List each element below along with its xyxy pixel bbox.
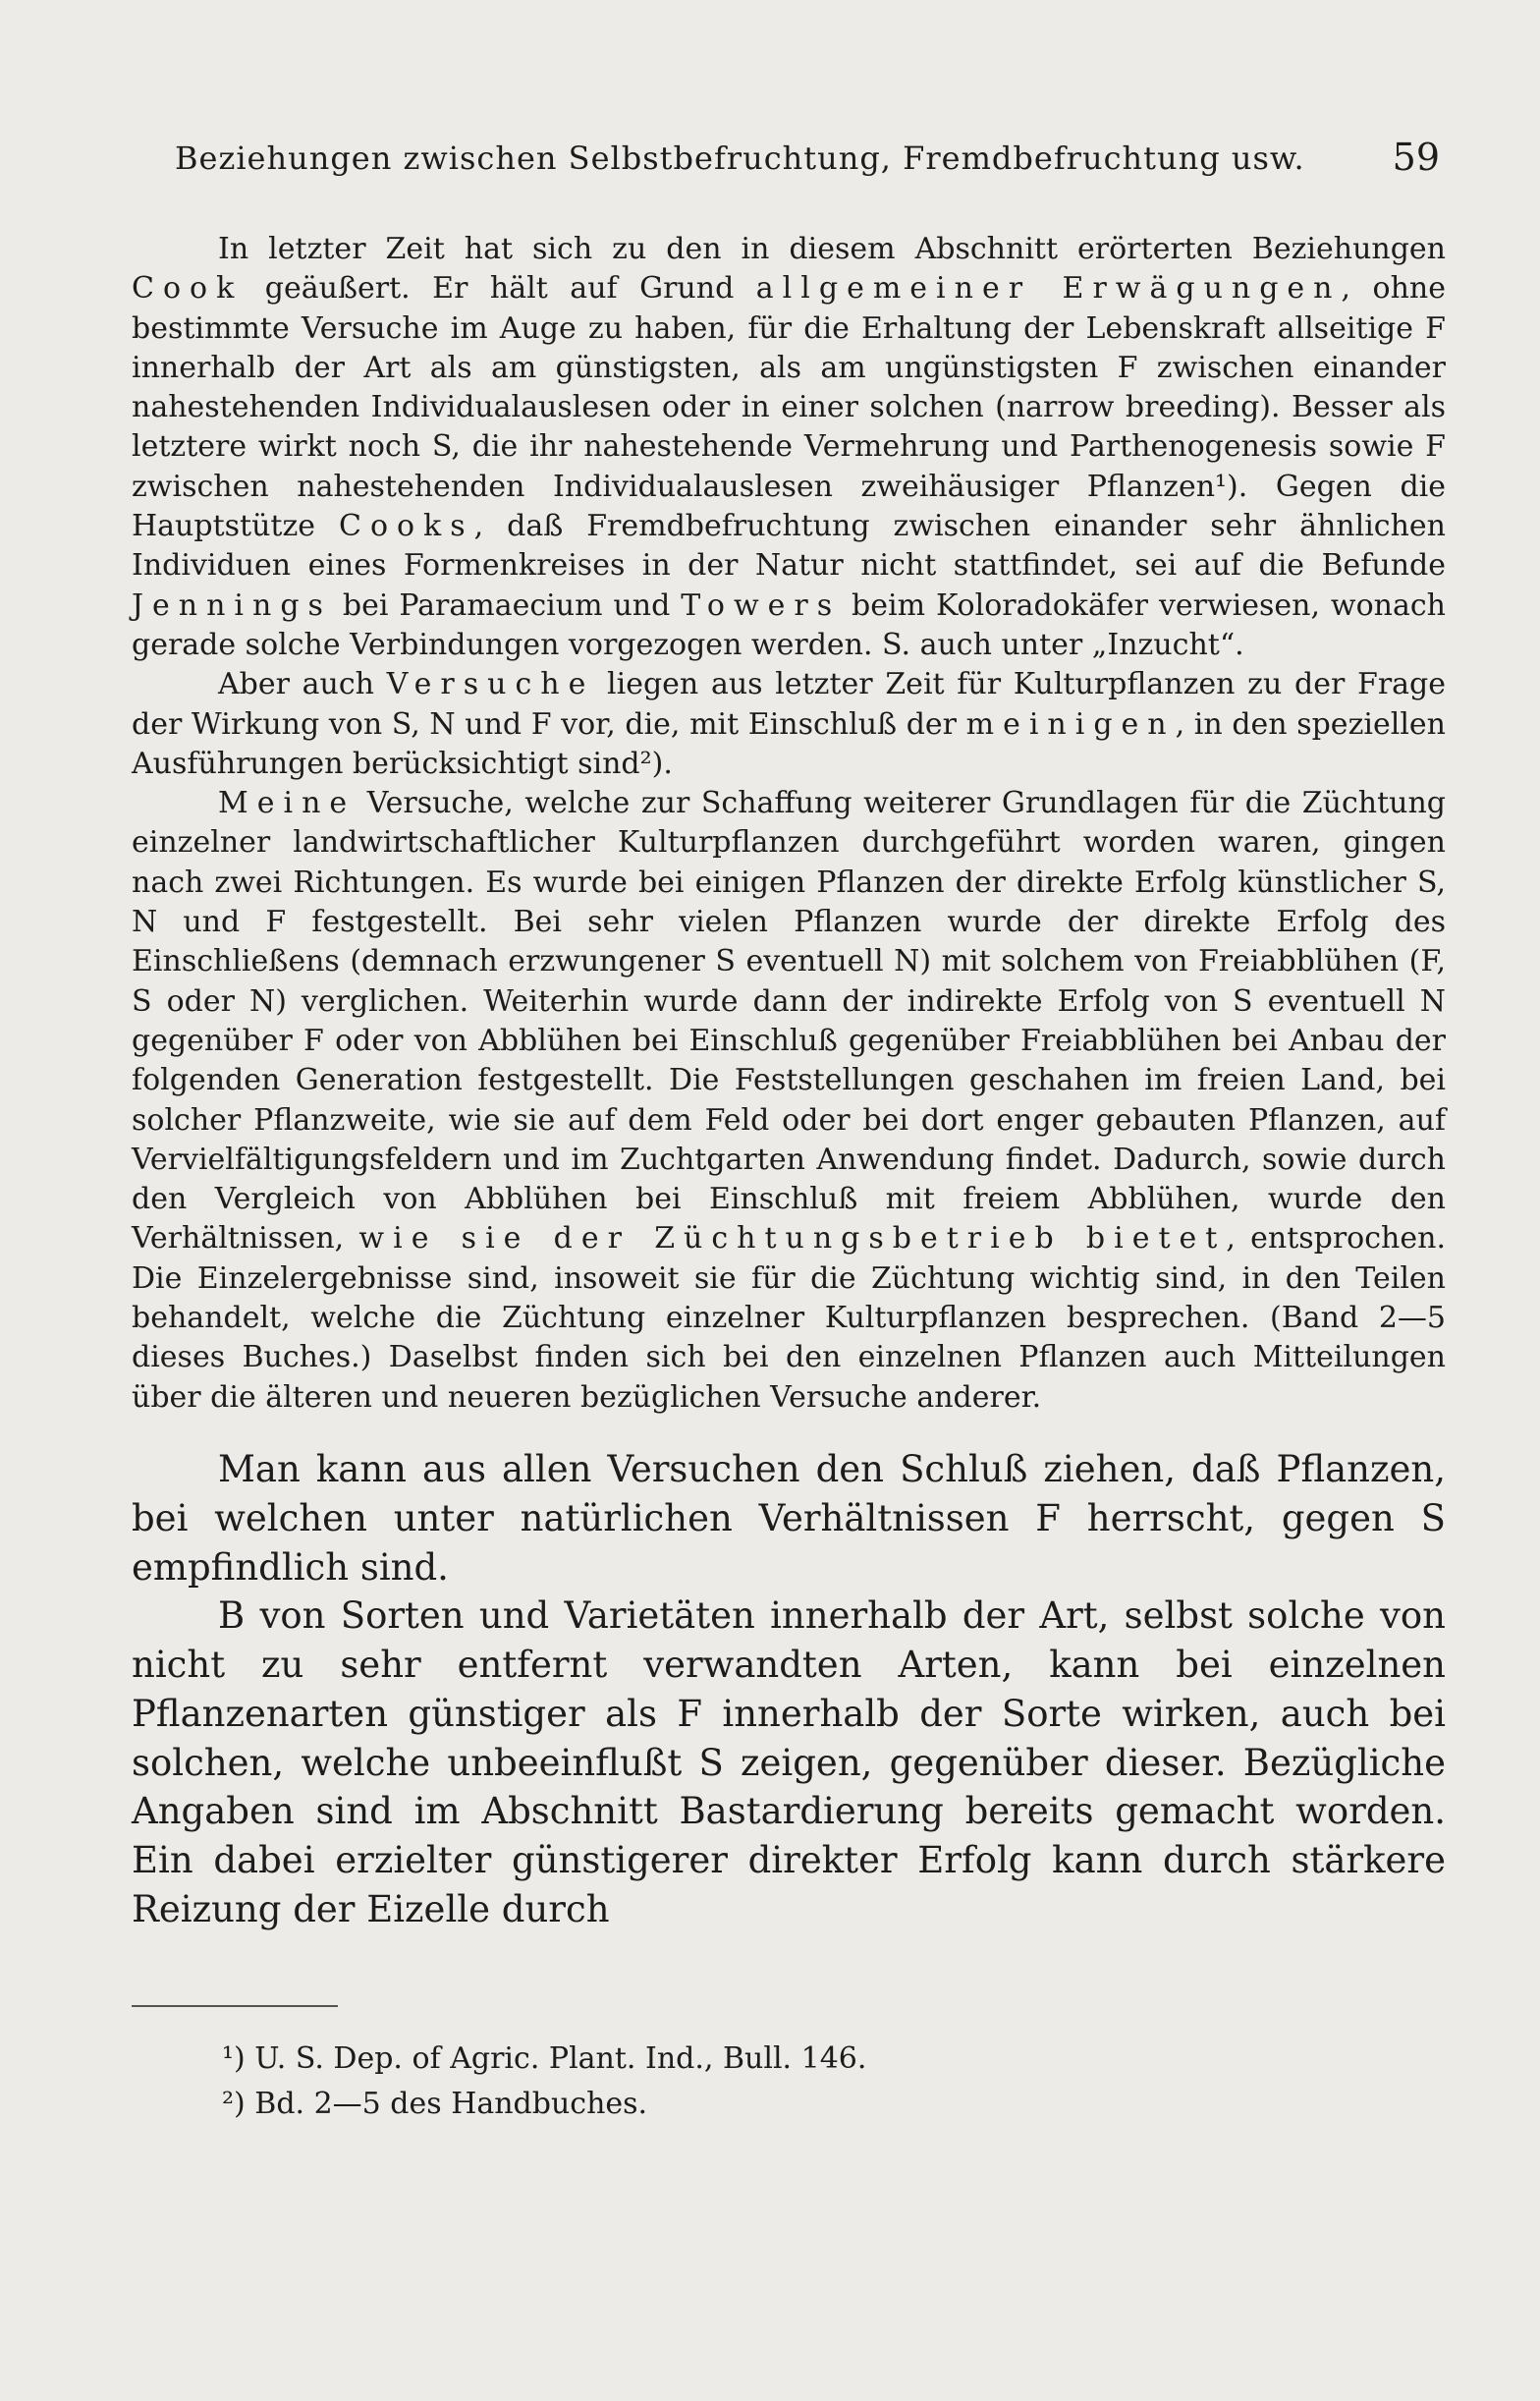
paragraph-bastardierung: B von Sorten und Varietäten innerhalb der Art, selbst solche von nicht zu sehr entfernt verwandten Arten, kann bei einzelnen Pflanzenarten günstiger als F innerhalb der Sorte wirken, auch bei solchen, welche unbeeinflußt S zeigen, gegenüber dieser. Bezügliche Angaben sind im Abschnitt Bastardierung bereits gemacht worden. Ein dabei erzielter günstigerer direkter Erfolg kann durch stärkere Reizung der Eizelle durch — [132, 1594, 1446, 1931]
footnotes — [132, 2037, 1446, 2127]
text-run: In letzter Zeit hat sich zu den in diesem Abschnitt erörterten Beziehungen — [218, 232, 1446, 266]
body-large-print — [132, 1445, 1446, 1934]
spaced-emphasis: allgemeiner Erwägungen — [755, 271, 1342, 307]
text-run: geäußert. Er hält auf Grund — [243, 271, 756, 307]
running-header — [132, 136, 1446, 195]
spaced-emphasis: Versuche — [386, 667, 595, 702]
text-run: , entsprochen. Die Einzelergebnisse sind, insoweit sie für die Züchtung wichtig sind, in den Teilen behandelt, welche die Züchtung einzelner Kulturpflanzen besprechen. (Band 2—5 dieses Buches.) Daselbst finden sich bei den einzelnen Pflanzen auch Mitteilungen über die älteren und neueren bezüglichen Versuche anderer. — [132, 1221, 1446, 1415]
page-number: 59 — [1392, 136, 1440, 179]
text-run: Aber auch — [218, 667, 387, 702]
body-small-print — [132, 230, 1446, 1418]
text-run: beim Koloradokäfer verwiesen, wonach gerade solche Verbindungen vorgezogen werden. S. auch unter „Inzucht“. — [132, 587, 1446, 662]
spaced-emphasis: wie sie der Züchtungsbetrieb bietet — [358, 1221, 1227, 1256]
text-run: liegen aus letzter Zeit für Kulturpflanzen zu der Frage der Wirkung von S, N und F vor, die, mit Einschluß der — [132, 667, 1447, 742]
footnote-1: ¹) U. S. Dep. of Agric. Plant. Ind., Bull. 146. — [222, 2040, 867, 2076]
spaced-name: Jennings — [132, 587, 332, 623]
spaced-name: Cook — [132, 271, 244, 307]
spaced-name: Cooks — [338, 509, 474, 544]
spaced-emphasis: meinigen — [965, 706, 1176, 742]
text-run: Versuche, welche zur Schaffung weiterer Grundlagen für die Züchtung einzelner landwirtschaftlicher Kulturpflanzen durchgeführt worden waren, gingen nach zwei Richtungen. Es wurde bei einigen Pflanzen der direkte Erfolg künstlicher S, N und F festgestellt. Bei sehr vielen Pflanzen wurde der direkte Erfolg des Einschließens (demnach erzwungener S eventuell N) mit solchem von Freiabblühen (F, S oder N) verglichen. Weiterhin wurde dann der indirekte Erfolg von S eventuell N gegenüber F oder von Abblühen bei Einschluß gegenüber Freiabblühen bei Anbau der folgenden Generation festgestellt. Die Feststellungen geschahen im freien Land, bei solcher Pflanzweite, wie sie auf dem Feld oder bei dort enger gebauten Pflanzen, auf Vervielfältigungsfeldern und im Zuchtgarten Anwendung findet. Dadurch, sowie durch den Vergleich von Abblühen bei Einschluß mit freiem Abblühen, wurde den Verhältnissen, — [132, 786, 1446, 1256]
text-run: , daß Fremdbefruchtung zwischen einander sehr ähnlichen Individuen eines Formenkreises in der Natur nicht stattfindet, sei auf die Befunde — [132, 509, 1446, 584]
paragraph-schluss: Man kann aus allen Versuchen den Schluß ziehen, daß Pflanzen, bei welchen unter natürlichen Verhältnissen F herrscht, gegen S empfindlich sind. — [132, 1447, 1446, 1589]
paragraph-versuche — [132, 665, 1446, 784]
footnote-2: ²) Bd. 2—5 des Handbuches. — [222, 2086, 648, 2121]
text-run: , ohne bestimmte Versuche im Auge zu haben, für die Erhaltung der Lebenskraft allseitige F innerhalb der Art als am günstigsten, als am ungünstigsten F zwischen einander nahestehenden Individualauslesen oder in einer solchen (narrow breeding). Besser als letztere wirkt noch S, die ihr nahestehende Vermehrung und Parthenogenesis sowie F zwischen nahestehenden Individualauslesen zweihäusiger Pflanzen¹). Gegen die Hauptstütze — [132, 271, 1447, 544]
paragraph-cook — [132, 230, 1446, 665]
text-run: , in den speziellen Ausführungen berücksichtigt sind²). — [132, 706, 1446, 781]
spaced-emphasis: Meine — [218, 786, 357, 821]
text-run: bei Paramaecium und — [331, 587, 682, 623]
spaced-name: Towers — [681, 587, 842, 623]
running-title: Beziehungen zwischen Selbstbefruchtung, Fremdbefruchtung usw. — [175, 140, 1305, 177]
footnote-rule — [132, 2005, 338, 2007]
paragraph-meine-versuche — [132, 784, 1446, 1418]
